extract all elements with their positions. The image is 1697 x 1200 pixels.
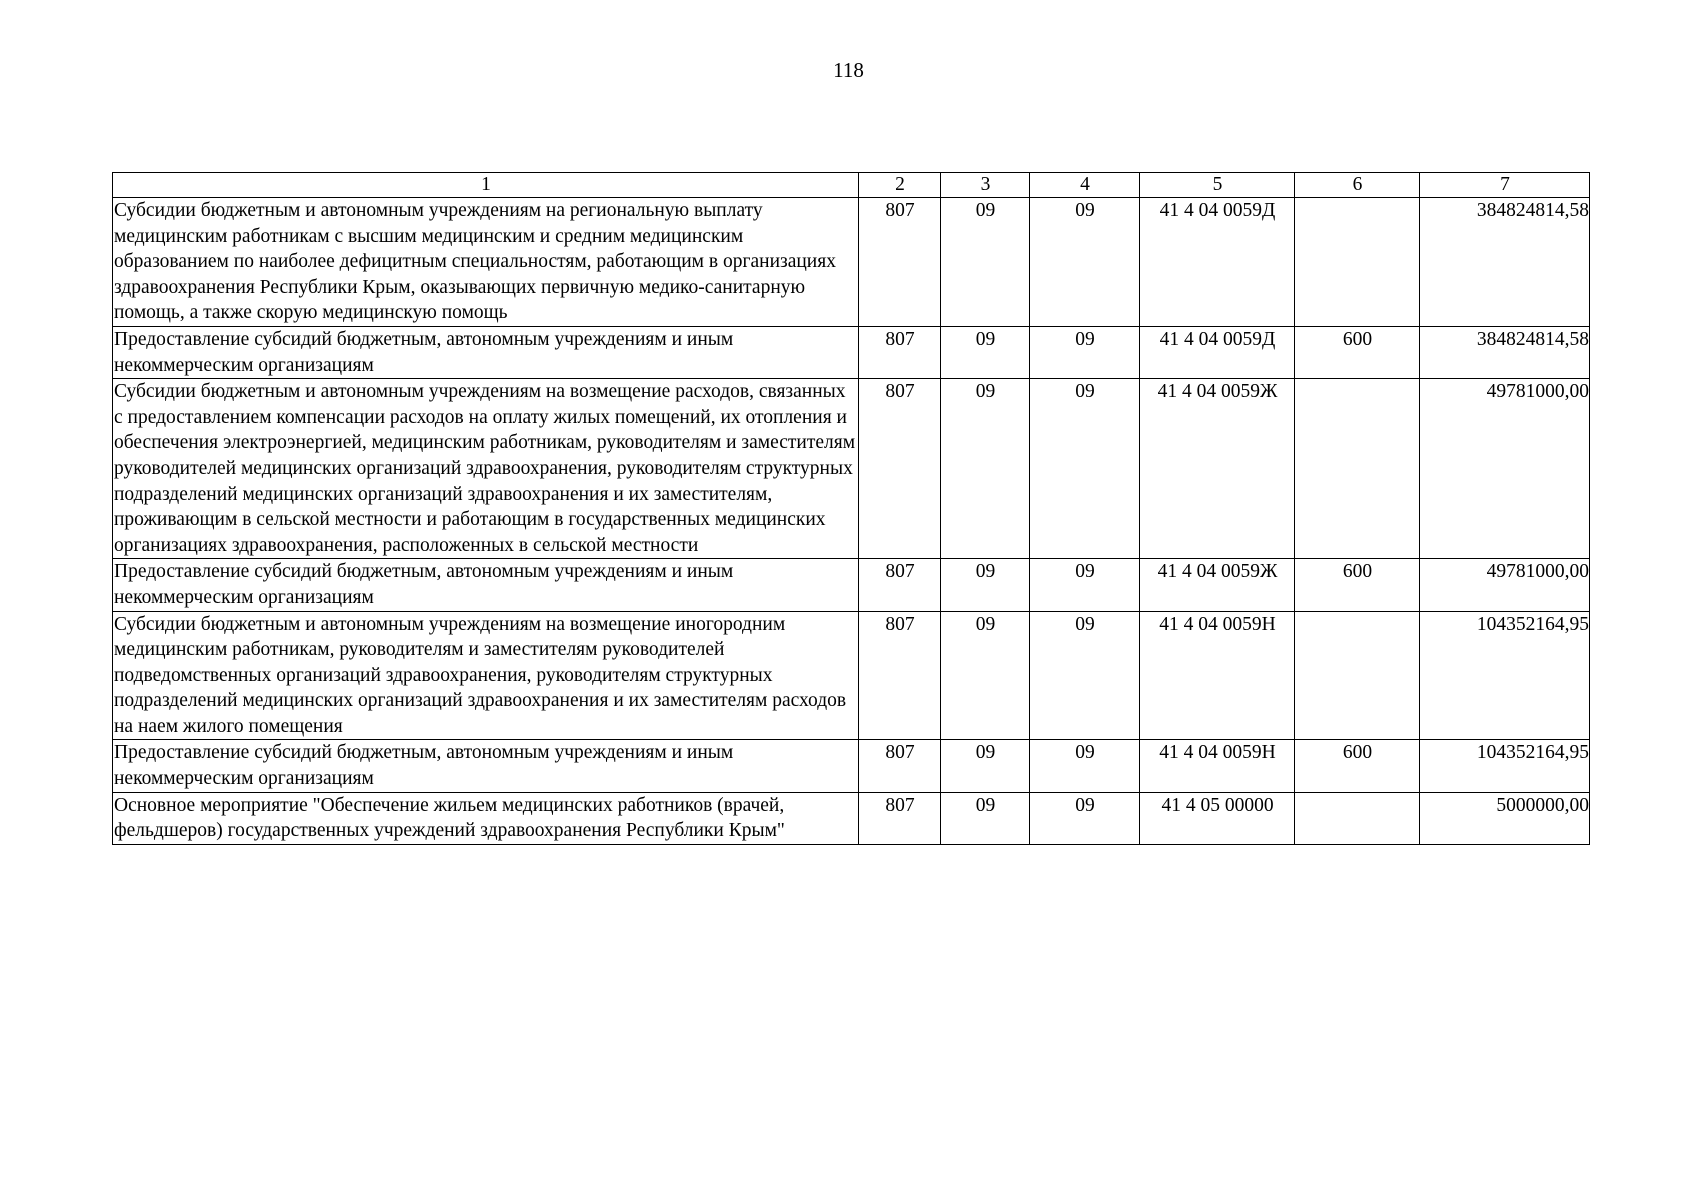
column-header: 2 [859, 173, 941, 198]
amount: 5000000,00 [1420, 792, 1590, 844]
amount: 384824814,58 [1420, 198, 1590, 327]
subsection-code: 09 [1030, 326, 1140, 378]
section-code: 09 [941, 559, 1030, 611]
page-number: 118 [833, 58, 864, 82]
table-row [113, 740, 1590, 792]
section-code: 09 [941, 198, 1030, 327]
expense-type-code: 600 [1295, 740, 1420, 792]
subsection-code: 09 [1030, 198, 1140, 327]
expense-type-code: 600 [1295, 559, 1420, 611]
target-article-code: 41 4 04 0059Д [1140, 326, 1295, 378]
expense-type-code [1295, 379, 1420, 559]
section-code: 09 [941, 379, 1030, 559]
target-article-code: 41 4 04 0059Ж [1140, 559, 1295, 611]
row-description: Субсидии бюджетным и автономным учреждениям на региональную выплату медицинским работникам с высшим медицинским и средним медицинским образованием по наиболее дефицитным специальностям, работающим в организациях здравоохранения Республики Крым, оказывающих первичную медико-санитарную помощь, а также скорую медицинскую помощь [113, 198, 859, 327]
subsection-code: 09 [1030, 792, 1140, 844]
amount: 49781000,00 [1420, 379, 1590, 559]
ministry-code: 807 [859, 198, 941, 327]
ministry-code: 807 [859, 792, 941, 844]
amount: 49781000,00 [1420, 559, 1590, 611]
ministry-code: 807 [859, 326, 941, 378]
target-article-code: 41 4 04 0059Ж [1140, 379, 1295, 559]
column-header: 6 [1295, 173, 1420, 198]
row-description: Предоставление субсидий бюджетным, автономным учреждениям и иным некоммерческим организациям [113, 326, 859, 378]
amount: 384824814,58 [1420, 326, 1590, 378]
section-code: 09 [941, 326, 1030, 378]
table-row [113, 379, 1590, 559]
row-description: Предоставление субсидий бюджетным, автономным учреждениям и иным некоммерческим организациям [113, 740, 859, 792]
target-article-code: 41 4 04 0059Н [1140, 740, 1295, 792]
expense-type-code [1295, 792, 1420, 844]
column-header: 4 [1030, 173, 1140, 198]
table-row [113, 559, 1590, 611]
column-header: 3 [941, 173, 1030, 198]
table-row [113, 792, 1590, 844]
column-header: 5 [1140, 173, 1295, 198]
target-article-code: 41 4 05 00000 [1140, 792, 1295, 844]
budget-table [112, 172, 1590, 845]
ministry-code: 807 [859, 611, 941, 740]
table-row [113, 198, 1590, 327]
expense-type-code [1295, 611, 1420, 740]
column-header: 7 [1420, 173, 1590, 198]
subsection-code: 09 [1030, 740, 1140, 792]
row-description: Субсидии бюджетным и автономным учреждениям на возмещение иногородним медицинским работникам, руководителям и заместителям руководителей подведомственных организаций здравоохранения, руководителям структурных подразделений медицинских организаций здравоохранения и их заместителям расходов на наем жилого помещения [113, 611, 859, 740]
section-code: 09 [941, 792, 1030, 844]
ministry-code: 807 [859, 379, 941, 559]
section-code: 09 [941, 740, 1030, 792]
expense-type-code: 600 [1295, 326, 1420, 378]
table-row [113, 611, 1590, 740]
table-row [113, 326, 1590, 378]
column-header: 1 [113, 173, 859, 198]
ministry-code: 807 [859, 559, 941, 611]
subsection-code: 09 [1030, 379, 1140, 559]
row-description: Предоставление субсидий бюджетным, автономным учреждениям и иным некоммерческим организациям [113, 559, 859, 611]
amount: 104352164,95 [1420, 740, 1590, 792]
amount: 104352164,95 [1420, 611, 1590, 740]
target-article-code: 41 4 04 0059Н [1140, 611, 1295, 740]
subsection-code: 09 [1030, 611, 1140, 740]
row-description: Основное мероприятие "Обеспечение жильем медицинских работников (врачей, фельдшеров) государственных учреждений здравоохранения Республики Крым" [113, 792, 859, 844]
expense-type-code [1295, 198, 1420, 327]
ministry-code: 807 [859, 740, 941, 792]
column-number-row [113, 173, 1590, 198]
row-description: Субсидии бюджетным и автономным учреждениям на возмещение расходов, связанных с предоставлением компенсации расходов на оплату жилых помещений, их отопления и обеспечения электроэнергией, медицинским работникам, руководителям и заместителям руководителей медицинских организаций здравоохранения, руководителям структурных подразделений медицинских организаций здравоохранения и их заместителям, проживающим в сельской местности и работающим в государственных медицинских организациях здравоохранения, расположенных в сельской местности [113, 379, 859, 559]
subsection-code: 09 [1030, 559, 1140, 611]
section-code: 09 [941, 611, 1030, 740]
target-article-code: 41 4 04 0059Д [1140, 198, 1295, 327]
